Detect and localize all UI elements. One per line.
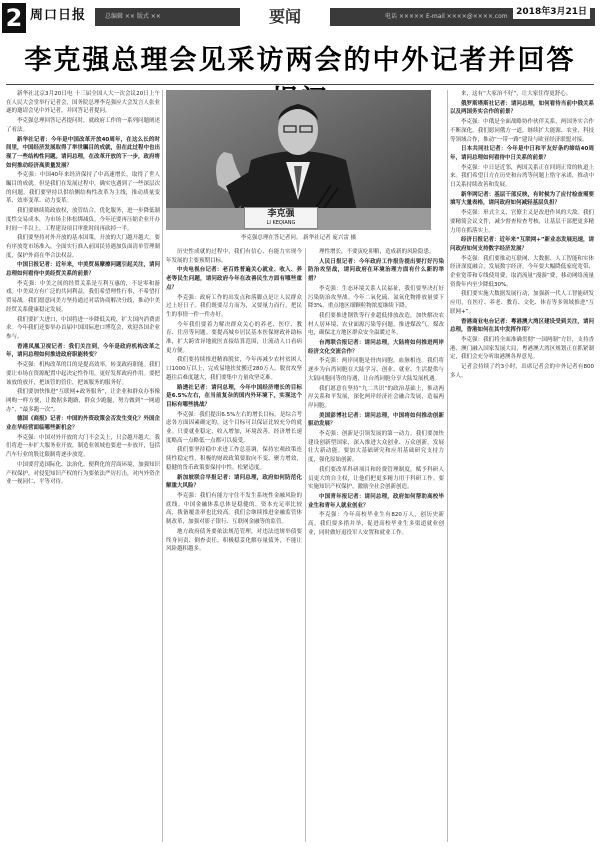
article-paragraph: 李克强：机构改革的目的是提高效率，转变政府职能。我们要让市场在资源配置中起决定性作用，更好发挥政府作用。要把该放的放开，把该管的管住，把该服务的服务好。 xyxy=(6,362,160,386)
main-headline: 李克强总理会见采访两会的中外记者并回答 xyxy=(24,45,576,76)
article-paragraph: 李克强：中国对外开放的大门不会关上，只会越开越大。我们将进一步扩大服务业开放，制造业领域也要进一步放开，包括汽车行业的股比限制将逐步放宽。 xyxy=(6,434,160,459)
page-number: 2 xyxy=(2,3,26,33)
article-paragraph: 台湾联合报记者：请问总理，大陆将如何推进两岸经济文化交流合作？ xyxy=(308,340,444,355)
article-paragraph: 今年我们要着力解决群众关心的养老、医疗、教育、住房等问题。要提高城乡居民基本医保财政补助标准，扩大跨省异地就医直接结算范围，让流动人口看病更方便。 xyxy=(166,321,302,354)
article-paragraph: 日本共同社记者：今年是中日和平友好条约缔结40周年，请问总理如何看待中日关系的前景？ xyxy=(450,146,594,161)
paper-logo: 周口日报 xyxy=(30,8,87,23)
article-paragraph: 李克强：中国40年来经济保持了中高速增长，取得了世人瞩目的成就。但是我们在发展过程中，确实也遇到了一些深层次的问题。我们要坚持以供给侧结构性改革为主线，推动质量变革、效率变革、动力变革。 xyxy=(6,172,160,205)
article-paragraph: 李克强：我们有能力守住不发生系统性金融风险的底线。中国金融体系总体是稳健的，资本充足率比较高，拨备覆盖率也比较高。我们会继续推进金融监管体制改革，加强对影子银行、互联网金融等的监管。 xyxy=(166,492,302,526)
article-paragraph: 俄罗斯塔斯社记者：请问总理，如何看待当前中俄关系以及两国务实合作的前景？ xyxy=(450,100,594,116)
article-paragraph: 德国《商报》记者：中国的外资政策会否发生变化？外国企业在华经营面临哪些新机会？ xyxy=(6,416,160,432)
article-paragraph: 我们要持续推进精准脱贫，今年再减少农村贫困人口1000万以上，完成易地扶贫搬迁280万人。脱贫攻坚越往后难度越大，我们要集中力量攻坚克难。 xyxy=(166,357,302,381)
article-paragraph: 我们要继续简政放权，放管结合，优化服务，进一步降低制度性交易成本，为市场主体松绑减负。今年还要再压缩企业开办时间一半以上，工程建设项目审批时间再砍掉一半。 xyxy=(6,208,160,232)
article-paragraph: 我们要实施大数据发展行动，加强新一代人工智能研发应用，在医疗、养老、教育、文化、体育等多领域推进“互联网+”。 xyxy=(450,291,594,315)
article-paragraph: 我们要坚持对外开放的基本国策，开放的大门越开越大。要有序放宽市场准入，全面实行准入前国民待遇加负面清单管理制度，保护外商在华合法权益。 xyxy=(6,235,160,259)
article-paragraph: 历史性成就的过程中，我们有信心、有能力实现今年发展的主要预期目标。 xyxy=(166,249,302,264)
article-paragraph: 李克强：中俄是全面战略协作伙伴关系，两国务实合作不断深化。我们愿同俄方一道，继续扩大能源、农业、科技等领域合作，推动“一带一路”建设与欧亚经济联盟对接。 xyxy=(450,119,594,143)
article-column-4 xyxy=(450,90,594,842)
article-paragraph: 中国要营造国际化、法治化、便利化的营商环境，加强知识产权保护，对侵犯知识产权的行为要依法严厉打击，对内外资企业一视同仁、平等对待。 xyxy=(6,461,160,486)
article-paragraph: 李克强：中日是近邻，两国关系正在回到正常的轨道上来。我们希望日方在历史和台湾等问题上恪守承诺，推动中日关系持续改善和发展。 xyxy=(450,164,594,189)
article-paragraph: 我们要坚持稳中求进工作总基调，保持宏观政策连续性稳定性，积极的财政政策要取向不变、聚力增效，稳健的货币政策要保持中性，松紧适度。 xyxy=(166,447,302,471)
article-paragraph: 李克强：中美之间的经贸关系是互利互惠的，不是零和游戏。中美双方有广泛的共同利益，我们希望理性行事，不希望打贸易战。我们愿意同美方坚持通过对话协商解决分歧，推动中美经贸关系健康稳定发展。 xyxy=(6,280,160,313)
article-paragraph: 李克强：我们提出6.5%左右的增长目标，是综合考虑各方面因素确定的，这个目标可以保证比较充分的就业。只要就业稳定，收入增加，环境改善，经济增长速度略高一点略低一点都可以接受。 xyxy=(166,411,302,444)
issue-date: 2018年3月21日 xyxy=(513,5,590,19)
article-column-3 xyxy=(308,248,444,842)
article-paragraph: 中国日报记者：近年来，中美贸易摩擦问题引起关注，请问总理如何看待中美经贸关系的前景？ xyxy=(6,262,160,278)
header-editor-info: 总编辑 ×× 版式 ×× xyxy=(105,13,161,20)
article-paragraph: 理性增长，不要寅吃卯粮，造成新的风险隐患。 xyxy=(319,249,435,255)
article-paragraph: 香港商业电台记者：粤港澳大湾区建设受到关注，请问总理，香港如何在其中发挥作用？ xyxy=(450,318,594,334)
article-paragraph: 新华社北京3月20日电 十三届全国人大一次会议20日上午在人民大会堂举行记者会，国务院总理李克强应大会发言人张业遂的邀请会见中外记者，并回答记者提问。 xyxy=(6,91,160,115)
photo-caption: 李克强总理在答记者问。 新华社记者 庞兴雷 摄 xyxy=(240,235,357,241)
article-paragraph: 地方政府债务要依法规范管理，对违法违规举债要终身问责、倒查责任，积极稳妥化解存量债务，不能让风险越积越多。 xyxy=(166,528,302,553)
article-paragraph: 路透社记者：请问总理，今年中国经济增长的目标是6.5%左右，在当前复杂的国内外环境下，实现这个目标有哪些挑战？ xyxy=(166,384,302,408)
article-paragraph: 中央电视台记者：老百姓普遍关心就业、收入、养老等民生问题，请问政府今年在改善民生方面有哪些重点？ xyxy=(166,267,302,291)
article-paragraph: 我们要加快推进“互联网+政务服务”，让企业和群众办事像网购一样方便，让数据多跑路，群众少跑腿，努力做到“一网通办”，“最多跑一次”。 xyxy=(6,389,160,413)
nameplate xyxy=(244,207,318,229)
article-paragraph: 李克强：我们要推动互联网、大数据、人工智能和实体经济深度融合，发展数字经济。今年要大幅降低家庭宽带、企业宽带和专线使用费，取消流量“漫游”费，移动网络流量资费年内至少降低30%。 xyxy=(450,255,594,288)
article-paragraph: 新加坡联合早报记者：请问总理，政府如何防范化解重大风险？ xyxy=(166,474,302,490)
article-paragraph: 我们愿意在坚持“九二共识”的政治基础上，推动两岸关系和平发展，深化两岸经济社会融合发展，造福两岸同胞。 xyxy=(308,385,444,409)
nameplate-english: LI KEQIANG xyxy=(266,220,296,226)
article-paragraph: 李克强：创新是引领发展的第一动力。我们要加快建设创新型国家，深入推进大众创业、万众创新，发展壮大新动能。要加大基础研究和应用基础研究支持力度，强化原始创新。 xyxy=(308,431,444,464)
nameplate-chinese: 李克强 xyxy=(267,209,295,219)
article-paragraph: 人民日报记者：今年政府工作报告提出要打好污染防治攻坚战，请问政府在环境治理方面有什么新的举措？ xyxy=(308,258,444,283)
article-column-2 xyxy=(166,248,302,842)
article-paragraph: 我们要扩大进口，中国将进一步降低关税，扩大国内消费需求。今年我们还要举办首届中国国际进口博览会，欢迎各国企业参与。 xyxy=(6,316,160,340)
header-contact-info: 电话 ××××× E-mail ××××@××××.com xyxy=(385,13,508,20)
column-divider xyxy=(162,90,163,842)
article-paragraph: 李克强：今年高校毕业生有820万人，创历史新高。我们要多措并举，促进高校毕业生多渠道就业创业，同时做好退役军人安置和就业工作。 xyxy=(308,512,444,536)
column-divider xyxy=(447,90,448,842)
article-paragraph: 李克强：我们将全面准确贯彻“一国两制”方针，支持香港、澳门融入国家发展大局，粤港澳大湾区规划正在抓紧制定，我们会充分听取港澳各界意见。 xyxy=(450,336,594,361)
article-paragraph: 中国青年报记者：请问总理，政府如何帮助高校毕业生和青年人就业创业？ xyxy=(308,493,444,509)
masthead xyxy=(0,0,600,36)
article-paragraph: 来，这有“大家治不好”，让大家住得更舒心。 xyxy=(461,91,572,97)
article-paragraph: 李克强总理回答记者提问时，就政府工作的一系列问题阐述了看法。 xyxy=(6,118,160,133)
article-paragraph: 美国彭博社记者：请问总理，中国将如何推动创新驱动发展？ xyxy=(308,412,444,428)
section-title: 要闻 xyxy=(240,4,330,30)
column-divider xyxy=(305,248,306,842)
article-paragraph: 香港凤凰卫视记者：我们关注到，今年是政府机构改革之年，请问总理如何推进政府职能转变？ xyxy=(6,343,160,359)
article-paragraph: 李克强：形式主义、官僚主义是改进作风的大敌。我们要精简会议文件，减少督查检查考核，让基层干部把更多精力用在抓落实上。 xyxy=(450,210,594,234)
article-column-1 xyxy=(6,90,160,842)
article-paragraph: 我们要推进钢铁等行业超低排放改造，加快解决农村人居环境、农业面源污染等问题，推进煤改气、煤改电，确保北方地区群众安全温暖过冬。 xyxy=(308,312,444,337)
article-paragraph: 新华网记者：基层干部反映，有时候为了应付检查需要填写大量表格，请问政府如何减轻基层负担？ xyxy=(450,191,594,207)
headline-rule xyxy=(6,84,594,85)
article-paragraph: 记者会持续了约3小时，出席记者会的中外记者有800多人。 xyxy=(450,364,594,379)
article-paragraph: 新华社记者：今年是中国改革开放40周年，在这么长的时间里，中国经济发展取得了举世瞩目的成就，但在此过程中也出现了一些结构性问题。请问总理，在改革开放的下一步，政府将如何推动经济高质量发展？ xyxy=(6,136,160,169)
article-paragraph: 经济日报记者：近年来“互联网+”新业态发展迅速，请问政府如何支持数字经济发展？ xyxy=(450,237,594,252)
article-paragraph: 我们要改革科研项目和经费管理制度，赋予科研人员更大的自主权，让他们把更多精力用于科研工作。要实施知识产权保护，激励全社会创新创造。 xyxy=(308,466,444,491)
article-paragraph: 李克强：政府工作的出发点和落脚点是让人民群众过上好日子。我们既要尽力而为，又要量力而行，把民生的事情一件一件办好。 xyxy=(166,294,302,318)
article-paragraph: 李克强：生态环境关系人民福祉，我们要坚决打好污染防治攻坚战。今年二氧化硫、氮氧化物排放量要下降3%，重点地区细颗粒物浓度继续下降。 xyxy=(308,285,444,310)
article-paragraph: 李克强：两岸同胞是骨肉同胞，血脉相连。我们将逐步为台湾同胞在大陆学习、创业、就业、生活提供与大陆同胞同等的待遇，让台湾同胞分享大陆发展机遇。 xyxy=(308,358,444,382)
